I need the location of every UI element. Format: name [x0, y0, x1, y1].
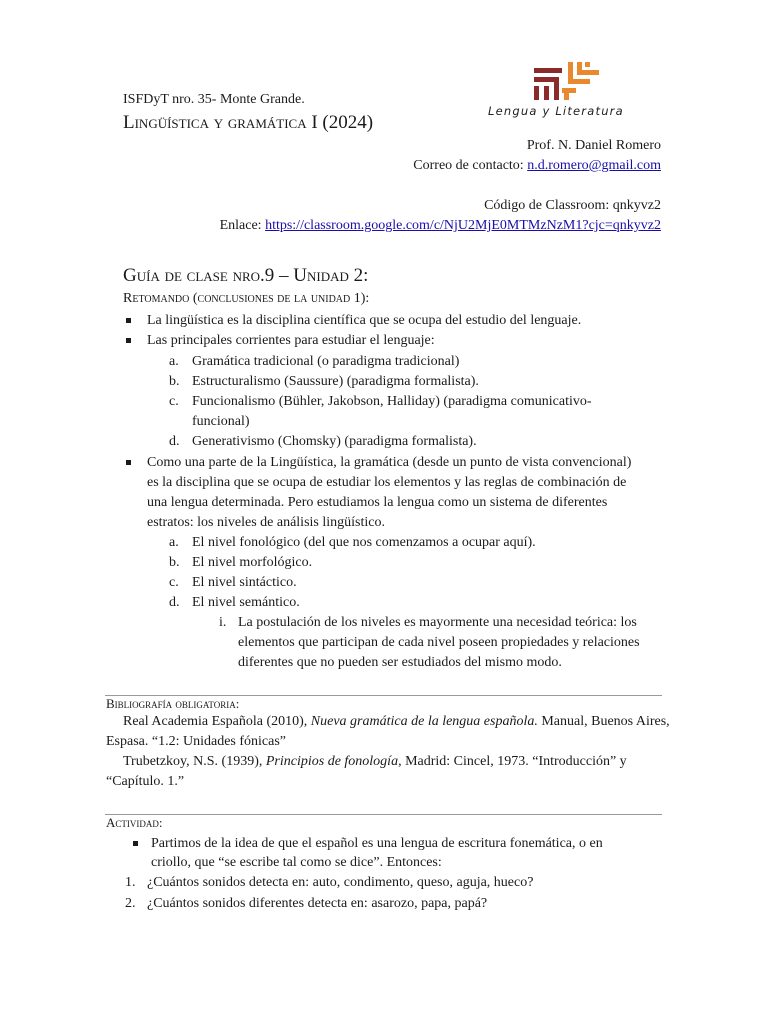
activity-heading: Actividad: — [106, 815, 163, 830]
bullet-text-line: una lengua determinada. Pero estudiamos la lengua como un sistema de diferentes — [147, 495, 608, 510]
bullet-text-line: estratos: los niveles de análisis lingüístico. — [147, 515, 385, 530]
contact-line — [413, 158, 661, 174]
activity-intro-line: Partimos de la idea de que el español es una lengua de escritura fonemática, o en — [151, 836, 603, 851]
ref-author: Trubetzkoy, N.S. (1939), — [123, 754, 266, 769]
sublist-marker: i. — [219, 615, 227, 630]
list-marker: d. — [169, 434, 180, 449]
bullet-text: Las principales corrientes para estudiar el lenguaje: — [147, 333, 435, 348]
list-item: Estructuralismo (Saussure) (paradigma formalista). — [192, 374, 479, 389]
ref-publisher: , Madrid: Cincel, 1973. “Introducción” y — [398, 754, 627, 769]
list-item: El nivel fonológico (del que nos comenzamos a ocupar aquí). — [192, 535, 536, 550]
link-line — [220, 218, 661, 234]
ref-title: Principios de fonología — [265, 754, 399, 769]
list-item: Generativismo (Chomsky) (paradigma formalista). — [192, 434, 477, 449]
bibliography-ref-continuation: Espasa. “1.2: Unidades fónicas” — [106, 734, 286, 749]
bullet-text: La lingüística es la disciplina científica que se ocupa del estudio del lenguaje. — [147, 313, 582, 328]
list-marker: c. — [169, 394, 179, 409]
bibliography-ref-continuation: “Capítulo. 1.” — [106, 774, 185, 789]
list-item: Gramática tradicional (o paradigma tradicional) — [192, 354, 460, 369]
link-label: Enlace: — [219, 218, 266, 233]
list-marker: b. — [169, 555, 180, 570]
bullet-text-line: es la disciplina que se ocupa de estudiar los elementos y las reglas de combinación de — [147, 475, 627, 490]
bibliography-ref — [123, 712, 670, 732]
list-marker: b. — [169, 374, 180, 389]
guide-title: Guía de clase nro.9 – Unidad 2: — [123, 265, 369, 286]
bullet-marker — [126, 318, 131, 323]
list-marker: a. — [169, 535, 179, 550]
list-item: Funcionalismo (Bühler, Jakobson, Halliday) (paradigma comunicativo- — [192, 394, 592, 409]
ref-author: Real Academia Española (2010), — [123, 714, 311, 729]
course-title: Lingüística y gramática I (2024) — [123, 112, 374, 133]
contact-label: Correo de contacto: — [413, 158, 528, 173]
ref-title: Nueva gramática de la lengua española. — [310, 714, 538, 729]
ref-publisher: Manual, Buenos Aires, — [537, 714, 670, 729]
question-number: 1. — [125, 875, 136, 890]
bullet-marker — [133, 841, 138, 846]
divider — [105, 814, 662, 815]
question-text: ¿Cuántos sonidos detecta en: auto, condimento, queso, aguja, hueco? — [147, 875, 534, 890]
subnote-line: elementos que participan de cada nivel poseen propiedades y relaciones — [238, 635, 640, 650]
logo-mark-icon — [484, 58, 654, 108]
bibliography-heading: Bibliografía obligatoria: — [106, 696, 240, 711]
list-marker: a. — [169, 354, 179, 369]
list-marker: c. — [169, 575, 179, 590]
contact-email-link[interactable]: n.d.romero@gmail.com — [527, 158, 661, 173]
list-item: El nivel morfológico. — [192, 555, 313, 570]
activity-intro-line: criollo, que “se escribe tal como se dice”. Entonces: — [151, 855, 442, 870]
classroom-code: Código de Classroom: qnkyvz2 — [484, 198, 661, 213]
professor-name: Prof. N. Daniel Romero — [526, 138, 661, 153]
logo-caption: Lengua y Literatura — [488, 104, 624, 118]
bullet-marker — [126, 338, 131, 343]
bibliography-ref — [123, 752, 627, 772]
section-heading: Retomando (conclusiones de la unidad 1): — [123, 291, 370, 306]
bullet-text-line: Como una parte de la Lingüística, la gramática (desde un punto de vista convencional) — [147, 455, 632, 470]
list-item-continuation: funcional) — [192, 414, 250, 429]
institution-name: ISFDyT nro. 35- Monte Grande. — [123, 92, 305, 107]
question-number: 2. — [125, 896, 136, 911]
bullet-marker — [126, 460, 131, 465]
list-item: El nivel sintáctico. — [192, 575, 297, 590]
subnote-line: diferentes que no pueden ser estudiados del mismo modo. — [238, 655, 562, 670]
question-text: ¿Cuántos sonidos diferentes detecta en: asarozo, papa, papá? — [147, 896, 488, 911]
list-marker: d. — [169, 595, 180, 610]
classroom-link[interactable]: https://classroom.google.com/c/NjU2MjE0MTMzNzM1?cjc=qnkyvz2 — [265, 218, 661, 233]
list-item: El nivel semántico. — [192, 595, 300, 610]
subnote-line: La postulación de los niveles es mayormente una necesidad teórica: los — [238, 615, 637, 630]
